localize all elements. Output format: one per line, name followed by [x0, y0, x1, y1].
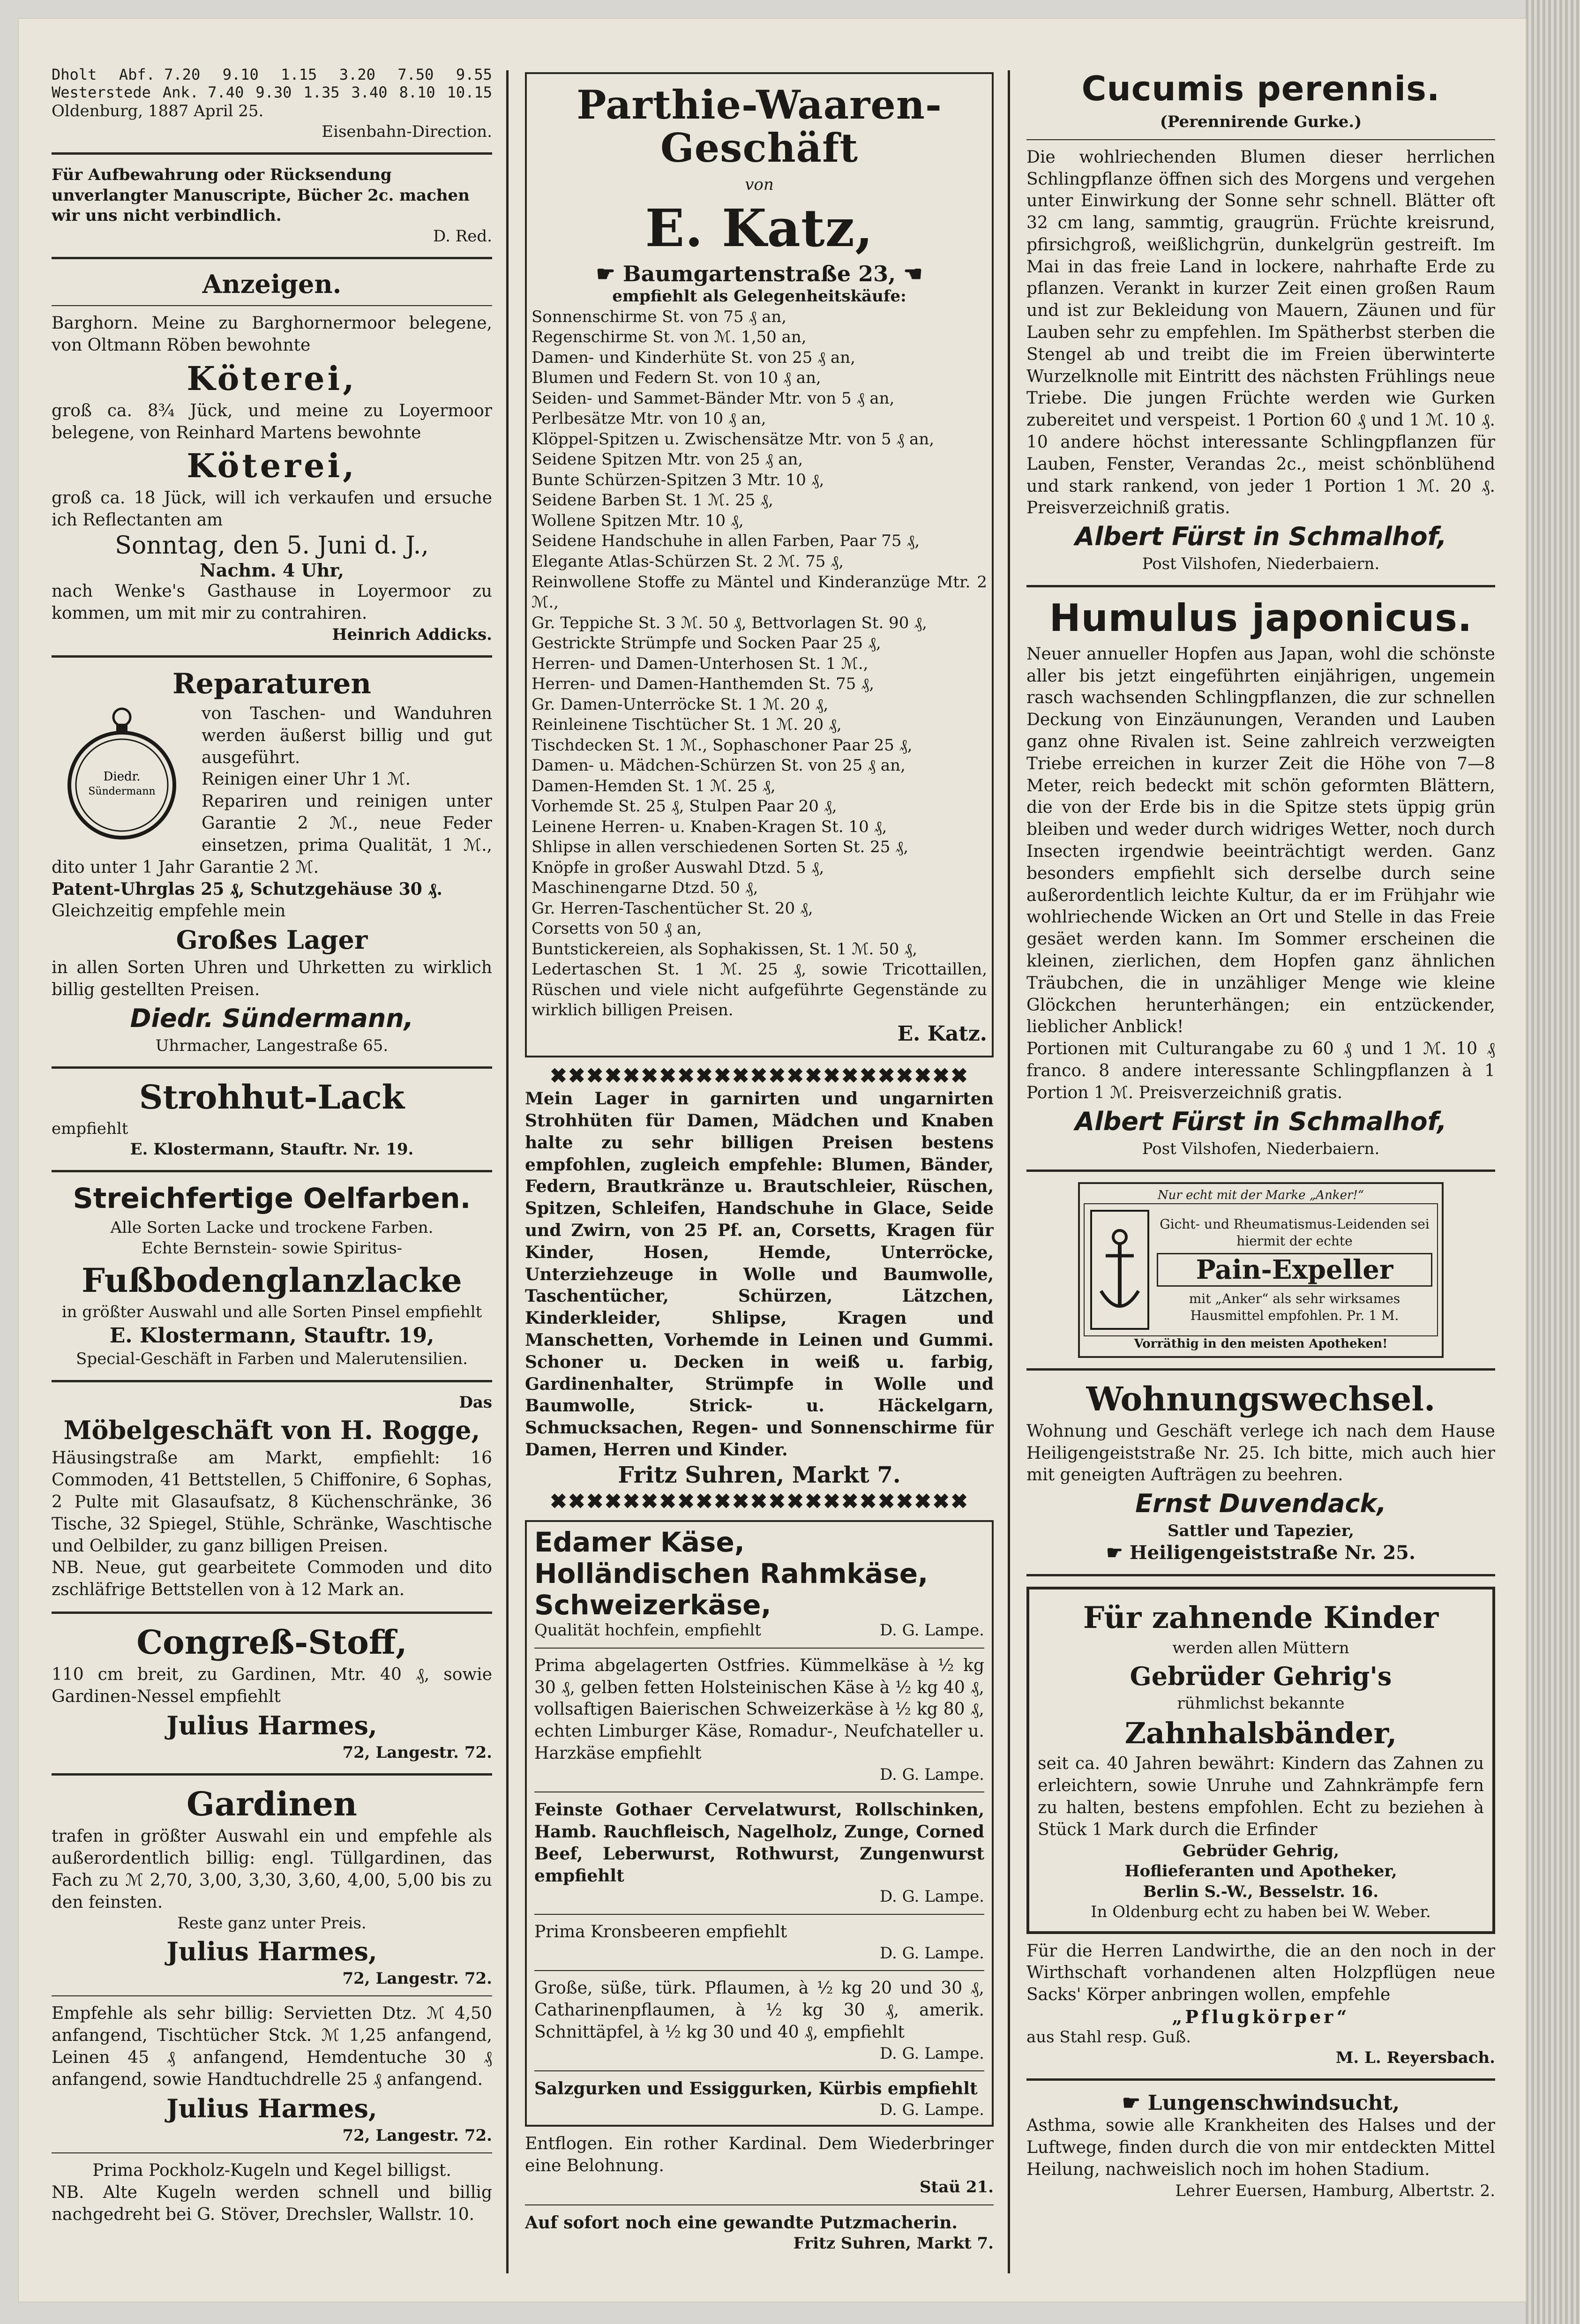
price-list-item: Tischdecken St. 1 ℳ., Sophaschoner Paar 25 ₰,	[532, 735, 913, 755]
timetable-cell: Abf. 7.20	[119, 66, 201, 83]
ad-text: aus Stahl resp. Guß.	[1026, 2028, 1191, 2047]
ad-text: Die wohlriechenden Blumen dieser herrlichen Schlingpflanze öffnen sich des Morgens und vergehen unter Einwirkung der Sonne sehr schnell. Blätter oft 32 cm lang, sammtig, graugrün. Früchte kreisrund, pfirsichgroß, weißlichgrün, dunkelgrün gestreift. Im Mai in das freie Land in lockere, nahrhafte Erde zu pflanzen. Verankt in kurzer Zeit einen großen Raum und ist zur Bekleidung von Mauern, Zäunen und für Lauben sehr zu empfehlen. Im Spätherbst sterben die Stengel ab und treibt die im Freien überwinterte Wurzelknolle mit Eintritt des nächsten Frühlings neue Triebe. Die jungen Früchte werden wie Gurken zubereitet und verspeist. 1 Portion 60 ₰ und 1 ℳ. 10 ₰. 10 andere höchst interessante Schlingpflanzen für Lauben, Fenster, Verandas 2c., meist schönblühend und stark rankend, von jeder 1 Portion 1 ℳ. 20 ₰. Preisverzeichniß gratis.	[1026, 147, 1495, 518]
column-rule	[506, 70, 509, 2273]
ad-text: Barghorn. Meine zu Barghornermoor belegene, von Oltmann Röben bewohnte	[52, 314, 492, 355]
timetable-cell: 10.15	[447, 83, 492, 101]
price-list-item: Seidene Barben St. 1 ℳ. 25 ₰,	[532, 491, 773, 510]
ad-text: Echte Bernstein- sowie Spiritus-	[141, 1238, 403, 1258]
ad-text: mit „Anker“ als sehr wirksames Hausmittel empfohlen. Pr. 1 M.	[1189, 1291, 1400, 1324]
ad-heading: Für zahnende Kinder	[1083, 1600, 1439, 1635]
section-heading: Anzeigen.	[202, 269, 342, 300]
ad-text: von Taschen- und Wanduhren werden äußerst billig und gut ausgeführt.	[202, 704, 492, 767]
price-list-item: Regenschirme St. von ℳ. 1,50 an,	[532, 328, 807, 347]
column-left	[52, 66, 492, 2273]
price-list-item: Reinleinene Tischtücher St. 1 ℳ. 20 ₰,	[532, 715, 842, 735]
ad-text: Große, süße, türk. Pflaumen, à ½ kg 20 und 30 ₰, Catharinenpflaumen, à ½ kg 30 ₰, amerik. Schnittäpfel, à ½ kg 30 und 40 ₰, empfiehlt	[534, 1979, 984, 2042]
ad-heading: Parthie-Waaren-Geschäft	[577, 82, 942, 172]
anchor-icon	[1089, 1209, 1150, 1331]
ad-heading: Reparaturen	[172, 667, 372, 701]
ad-text: Portionen mit Culturangabe zu 60 ₰ und 1 ℳ. 10 ₰ franco. 8 andere interessante Schlingpflanzen à 1 Portion 1 ℳ. Preisverzeichniß gratis.	[1026, 1039, 1495, 1102]
ad-address: ☛ Heiligengeiststraße Nr. 25.	[1106, 1541, 1415, 1564]
price-list-item: Knöpfe in großer Auswahl Dtzd. 5 ₰,	[532, 858, 824, 877]
price-list-item: Gr. Teppiche St. 3 ℳ. 50 ₰, Bettvorlagen St. 90 ₰,	[532, 613, 927, 632]
ad-heading: Congreß-Stoff,	[136, 1622, 407, 1662]
column-rule	[1008, 70, 1010, 2273]
ad-sign: Albert Fürst in Schmalhof,	[1075, 1106, 1447, 1136]
ad-text: Mein Lager in garnirten und ungarnirten Strohhüten für Damen, Mädchen und Knaben halte zu sehr billigen Preisen bestens empfohlen, zugleich empfehle: Blumen, Bänder, Federn, Brautkränze u. Brautschleier, Rüschen, Spitzen, Schleifen, Handschuhe in Glace, Seide und Zwirn, von 25 Pf. an, Corsetts, Kragen für Kinder, Hosen, Hemde, Unterröcke, Unterziehzeuge in Wolle und Baumwolle, Taschentücher, Schürzen, Lätzchen, Kinderkleider, Shlipse, Kragen und Manschetten, Vorhemde in Leinen und Gummi. Schoner u. Decken in weiß u. farbig, Gardinenhalter, Strümpfe in Wolle und Baumwolle, Strick- u. Häckelgarn, Schmucksachen, Regen- und Sonnenschirme für Damen, Herren und Kinder.	[525, 1089, 994, 1460]
price-list-item: Gr. Herren-Taschentücher St. 20 ₰,	[532, 899, 813, 918]
decorative-rule: ✖✖✖✖✖✖✖✖✖✖✖✖✖✖✖✖✖✖✖✖✖✖✖	[550, 1490, 969, 1514]
price-list-item: Herren- und Damen-Unterhosen St. 1 ℳ.,	[532, 654, 869, 673]
ad-text: Special-Geschäft in Farben und Malerutensilien.	[76, 1349, 468, 1369]
ad-sign: Post Vilshofen, Niederbaiern.	[1142, 1139, 1380, 1158]
ad-heading: Diedr. Sündermann,	[130, 1003, 414, 1033]
ad-sign: D. G. Lampe.	[879, 2100, 984, 2119]
ad-text: Prima Pockholz-Kugeln und Kegel billigst.	[92, 2161, 451, 2181]
price-list-item: Vorhemde St. 25 ₰, Stulpen Paar 20 ₰,	[532, 797, 837, 816]
ad-text: NB. Neue, gut gearbeitete Commoden und dito zschläfrige Bettstellen von à 12 Mark an.	[52, 1558, 492, 1600]
price-list-item: Leinene Herren- u. Knaben-Kragen St. 10 ₰,	[532, 817, 887, 836]
timetable-cell: Westerstede	[52, 83, 151, 101]
ad-sign: Ernst Duvendack,	[1135, 1489, 1386, 1519]
ad-sign: Fritz Suhren, Markt 7.	[793, 2234, 994, 2253]
ad-text: Gicht- und Rheumatismus-Leidenden sei hiermit der echte	[1160, 1216, 1430, 1249]
price-list-item: Klöppel-Spitzen u. Zwischensätze Mtr. von 5 ₰ an,	[532, 429, 935, 449]
ad-heading: Möbelgeschäft von H. Rogge,	[63, 1415, 480, 1446]
pointing-hand-icon: ☛	[596, 261, 623, 287]
timetable-cell: Dholt	[52, 66, 97, 83]
page-edge-stack	[1526, 0, 1580, 2324]
newspaper-page	[19, 19, 1526, 2302]
ad-heading: Strohhut-Lack	[139, 1078, 405, 1117]
ad-address: ☛ Baumgartenstraße 23, ☚	[596, 261, 923, 287]
ad-text: Empfehle als sehr billig: Servietten Dtz. ℳ 4,50 anfangend, Tischtücher Stck. ℳ 1,25 anfangend, Leinen 45 ₰ anfangend, Hemdentuche 30 ₰ anfangend, sowie Handtuchdrelle 25 ₰ anfangend.	[52, 2004, 492, 2089]
ad-heading: ☛ Lungenschwindsucht,	[1122, 2091, 1400, 2115]
ad-text: Gleichzeitig empfehle mein	[52, 901, 286, 921]
ad-sign: Hoflieferanten und Apotheker,	[1124, 1862, 1397, 1881]
watch-face-name: Diedr.	[103, 770, 141, 784]
ad-text: Alle Sorten Lacke und trockene Farben.	[110, 1218, 434, 1237]
ad-text: in größter Auswahl und alle Sorten Pinsel empfiehlt	[61, 1303, 482, 1322]
ad-sign: Post Vilshofen, Niederbaiern.	[1142, 555, 1380, 574]
ad-sign: D. G. Lampe.	[879, 2044, 984, 2063]
timetable-date: Oldenburg, 1887 April 25.	[52, 102, 264, 120]
ad-time: Nachm. 4 Uhr,	[200, 559, 344, 581]
ad-subheading: (Perennirende Gurke.)	[1160, 112, 1362, 132]
ad-heading: Streichfertige Oelfarben.	[73, 1182, 471, 1215]
ad-sign: 72, Langestr. 72.	[342, 1743, 492, 1762]
price-list-item: Herren- und Damen-Hanthemden St. 75 ₰,	[532, 675, 875, 694]
pointing-hand-icon: ☚	[896, 261, 923, 287]
ad-text: trafen in größter Auswahl ein und empfehle als außerordentlich billig: engl. Tüllgardinen, das Fach zu ℳ 2,70, 3,00, 3,30, 3,60, 4,00, 5,00 bis zu den feinsten.	[52, 1827, 492, 1912]
ad-text: Entflogen. Ein rother Kardinal. Dem Wiederbringer eine Belohnung.	[525, 2134, 994, 2176]
ad-text: Feinste Gothaer Cervelatwurst, Rollschinken, Hamb. Rauchfleisch, Nagelholz, Zunge, Corned Beef, Leberwurst, Rothwurst, Zungenwurst empfiehlt	[534, 1800, 984, 1886]
ad-sign: Staü 21.	[920, 2178, 994, 2197]
timetable-cell: 1.35	[303, 83, 340, 101]
ad-text: werden allen Müttern	[1172, 1639, 1349, 1658]
ad-text: Patent-Uhrglas 25 ₰, Schutzgehäuse 30 ₰.	[52, 879, 442, 900]
ad-sign: Berlin S.-W., Besselstr. 16.	[1143, 1882, 1379, 1901]
ad-sign: E. Klostermann, Stauftr. Nr. 19.	[130, 1140, 414, 1159]
timetable-cell: 9.55	[456, 66, 492, 83]
price-list-item: Wollene Spitzen Mtr. 10 ₰,	[532, 511, 744, 530]
ad-sign: Julius Harmes,	[166, 1710, 377, 1740]
ad-text: Wohnung und Geschäft verlege ich nach dem Hause Heiligengeiststraße Nr. 25. Ich bitte, mich auch hier mit geneigten Aufträgen zu beehren.	[1026, 1421, 1495, 1485]
price-list-item: Seiden- und Sammet-Bänder Mtr. von 5 ₰ an,	[532, 389, 895, 408]
timetable-cell: 1.15	[281, 66, 317, 83]
anker-ad	[1078, 1182, 1444, 1358]
timetable-cell: 7.50	[397, 66, 434, 83]
ad-date: Sonntag, den 5. Juni d. J.,	[115, 531, 429, 560]
ad-heading: E. Katz,	[645, 198, 874, 259]
watch-face-name: Sündermann	[88, 786, 156, 798]
ad-text: Reinigen einer Uhr 1 ℳ.	[202, 770, 411, 789]
price-list-item: Damen- und Kinderhüte St. von 25 ₰ an,	[532, 348, 855, 367]
price-list-item: Reinwollene Stoffe zu Mäntel und Kinderanzüge Mtr. 2 ℳ.,	[532, 572, 987, 612]
ad-text: Das	[459, 1393, 492, 1412]
ad-sign: E. Katz.	[897, 1021, 987, 1046]
price-list-item: Gr. Damen-Unterröcke St. 1 ℳ. 20 ₰,	[532, 695, 829, 714]
ad-heading: Zahnhalsbänder,	[1124, 1716, 1397, 1751]
ad-text: von	[745, 175, 774, 194]
price-list-item: Corsetts von 50 ₰ an,	[532, 919, 702, 938]
timetable-sign: Eisenbahn-Direction.	[322, 122, 492, 141]
ad-sign: D. G. Lampe.	[879, 1943, 984, 1963]
timetable-cell: 3.20	[339, 66, 375, 83]
ad-text: Neuer annueller Hopfen aus Japan, wohl die schönste aller bis jetzt eingeführten einjährigen, ungemein rasch wachsenden Schlingpflanzen, die zur schnellen Deckung von Einzäunungen, Veranden und Lauben ganz ohne Rivalen ist. Seine zahlreich verzweigten Triebe erreichen in kurzer Zeit die Höhe von 7—8 Meter, reich bedeckt mit schön geformten Blättern, die von der Erde bis in die Spitze stets üppig grün bleiben und weder durch widriges Wetter, noch durch Insecten irgendwie beeinträchtigt werden. Ganz besonders empfiehlt sich derselbe durch seine außerordentlich leichte Kultur, da er im Frühjahr wie wohlriechende Wicken an Ort und Stelle in das Freie gesäet werden kann. Im Sommer erscheinen die kleinen, zierlichen, dem Hopfen ganz ähnlichen Träubchen, die in unzähliger Menge wie kleine Glöckchen herunterhängen; ein entzückender, lieblicher Anblick!	[1026, 644, 1495, 1037]
notice-sign: D. Red.	[433, 226, 492, 246]
ad-sign: 72, Langestr. 72.	[342, 2126, 492, 2145]
ad-text: Asthma, sowie alle Krankheiten des Halses und der Luftwege, finden durch die von mir entdeckten Mittel Heilung, nachweislich noch im hohen Stadium.	[1026, 2116, 1495, 2179]
timetable-cell: 9.10	[222, 66, 259, 83]
ad-heading: Holländischen Rahmkäse,	[534, 1557, 929, 1589]
ad-text: seit ca. 40 Jahren bewährt: Kindern das Zahnen zu erleichtern, sowie Unruhe und Zahnkrämpfe fern zu halten, bestens empfohlen. Echt zu beziehen à Stück 1 Mark durch die Erfinder	[1038, 1754, 1484, 1839]
pocket-watch-icon	[52, 703, 192, 844]
ad-text: Nur echt mit der Marke „Anker!“	[1157, 1188, 1364, 1203]
ad-text: NB. Alte Kugeln werden schnell und billig nachgedreht bei G. Stöver, Drechsler, Wallstr. 10.	[52, 2183, 492, 2224]
price-list-item: Shlipse in allen verschiedenen Sorten St. 25 ₰,	[532, 838, 909, 857]
price-list	[532, 307, 987, 1021]
ad-text: 110 cm breit, zu Gardinen, Mtr. 40 ₰, sowie Gardinen-Nessel empfiehlt	[52, 1664, 492, 1706]
ad-text: in allen Sorten Uhren und Uhrketten zu wirklich billig gestellten Preisen.	[52, 958, 492, 999]
price-list-item: Gestrickte Strümpfe und Socken Paar 25 ₰,	[532, 634, 881, 653]
decorative-rule: ✖✖✖✖✖✖✖✖✖✖✖✖✖✖✖✖✖✖✖✖✖✖✖	[550, 1064, 969, 1088]
ad-heading: Schweizerkäse,	[534, 1589, 771, 1621]
ad-text: groß ca. 18 Jück, will ich verkaufen und ersuche ich Reflectanten am	[52, 488, 492, 530]
ad-heading: Wohnungswechsel.	[1086, 1379, 1436, 1418]
ad-sign: Heinrich Addicks.	[332, 625, 492, 644]
ad-heading: Edamer Käse,	[534, 1526, 745, 1559]
ad-heading: Pain-Expeller	[1157, 1253, 1432, 1287]
price-list-item: Sonnenschirme St. von 75 ₰ an,	[532, 307, 787, 326]
pointing-hand-icon: ☛	[1122, 2091, 1148, 2115]
ad-heading: Großes Lager	[176, 925, 368, 955]
ad-sign: Uhrmacher, Langestraße 65.	[155, 1036, 389, 1055]
ad-sign: Julius Harmes,	[166, 1936, 377, 1966]
price-list-item: Damen- u. Mädchen-Schürzen St. von 25 ₰ an,	[532, 756, 906, 775]
ad-sign: 72, Langestr. 72.	[342, 1969, 492, 1988]
ad-heading: Gebrüder Gehrig's	[1130, 1661, 1392, 1691]
ad-text: Repariren und reinigen unter Garantie 2 ℳ., neue Feder einsetzen, prima Qualität, 1 ℳ., dito unter 1 Jahr Garantie 2 ℳ.	[52, 792, 492, 877]
price-list-item: Elegante Atlas-Schürzen St. 2 ℳ. 75 ₰,	[532, 552, 844, 571]
ad-text: Auf sofort noch eine gewandte Putzmacherin.	[525, 2212, 958, 2233]
ad-text: nach Wenke's Gasthause in Loyermoor zu kommen, um mit mir zu contrahiren.	[52, 581, 492, 623]
ad-sign: D. G. Lampe.	[879, 1765, 984, 1784]
ad-sign: Sattler und Tapezier,	[1168, 1522, 1354, 1541]
price-list-item: Buntstickereien, als Sophakissen, St. 1 ℳ. 50 ₰,	[532, 939, 918, 959]
ad-heading: Gardinen	[187, 1784, 357, 1824]
ad-text: groß ca. 8¾ Jück, und meine zu Loyermoor belegene, von Reinhard Martens bewohnte	[52, 401, 492, 442]
ad-sign: Lehrer Euersen, Hamburg, Albertstr. 2.	[1175, 2181, 1495, 2200]
ad-text: empfiehlt als Gelegenheitskäufe:	[612, 287, 906, 306]
ad-heading: „Pflugkörper“	[1172, 2006, 1350, 2028]
ad-heading: Köterei,	[187, 359, 357, 398]
zahn-ad	[1026, 1587, 1495, 1934]
price-list-item: Ledertaschen St. 1 ℳ. 25 ₰, sowie Tricottaillen, Rüschen und viele nicht aufgeführte Gegenstände zu wirklich billigen Preisen.	[532, 960, 987, 1020]
price-list-item: Damen-Hemden St. 1 ℳ. 25 ₰,	[532, 776, 776, 795]
ad-text: Prima Kronsbeeren empfiehlt	[534, 1922, 787, 1942]
timetable-cell: 9.30	[255, 83, 292, 101]
ad-sign: Albert Fürst in Schmalhof,	[1075, 522, 1447, 552]
ad-text: Prima abgelagerten Ostfries. Kümmelkäse à ½ kg 30 ₰, gelben fetten Holsteinischen Käse à ½ kg 40 ₰, vollsaftigen Baierischen Schweizerkäse à ½ kg 80 ₰, echten Limburger Käse, Romadur-, Neufchateller u. Harzkäse empfiehlt	[534, 1656, 984, 1763]
ad-sign: D. G. Lampe.	[879, 1621, 984, 1640]
timetable-row	[52, 66, 492, 83]
price-list-item: Blumen und Federn St. von 10 ₰ an,	[532, 368, 821, 388]
ad-heading: Cucumis perennis.	[1081, 69, 1440, 108]
ad-text: rühmlichst bekannte	[1177, 1694, 1345, 1713]
ad-sign: D. G. Lampe.	[879, 1887, 984, 1906]
timetable-cell: Ank. 7.40	[162, 83, 244, 101]
ad-heading: Fußbodenglanzlacke	[82, 1261, 462, 1300]
ad-text: Reste ganz unter Preis.	[177, 1914, 367, 1933]
timetable	[52, 66, 492, 101]
timetable-cell: 8.10	[399, 83, 435, 101]
ad-heading: Köterei,	[187, 446, 357, 486]
ad-text: empfiehlt	[52, 1119, 128, 1139]
ad-text: In Oldenburg echt zu haben bei W. Weber.	[1091, 1903, 1431, 1922]
price-list-item: Bunte Schürzen-Spitzen 3 Mtr. 10 ₰,	[532, 470, 824, 489]
timetable-row	[52, 83, 492, 101]
price-list-item: Seidene Spitzen Mtr. von 25 ₰ an,	[532, 450, 803, 469]
ad-text: Für die Herren Landwirthe, die an den noch in der Wirthschaft vorhandenen alten Holzpflügen neue Sacks' Körper anbringen wollen, empfehle	[1026, 1941, 1495, 2005]
pointing-hand-icon: ☛	[1106, 1541, 1130, 1564]
ad-text: Häusingstraße am Markt, empfiehlt: 16 Commoden, 41 Bettstellen, 5 Chiffonire, 6 Sophas, 2 Pulte mit Glasaufsatz, 8 Küchenschränke, 36 Tische, 32 Spiegel, Stühle, Schränke, Waschtische und Oelbilder, zu ganz billigen Preisen.	[52, 1448, 492, 1556]
ad-heading: Humulus japonicus.	[1049, 596, 1473, 640]
ad-sign: E. Klostermann, Stauftr. 19,	[109, 1323, 434, 1348]
timetable-cell: 3.40	[351, 83, 388, 101]
price-list-item: Perlbesätze Mtr. von 10 ₰ an,	[532, 409, 766, 428]
editorial-notice: Für Aufbewahrung oder Rücksendung unverlangter Manuscripte, Bücher 2c. machen wir uns nicht verbindlich.	[52, 165, 470, 225]
ad-text: Qualität hochfein, empfiehlt	[534, 1621, 761, 1640]
price-list-item: Seidene Handschuhe in allen Farben, Paar 75 ₰,	[532, 532, 920, 551]
ad-sign: Fritz Suhren, Markt 7.	[618, 1462, 901, 1488]
price-list-item: Maschinengarne Dtzd. 50 ₰,	[532, 878, 758, 898]
ad-sign: Julius Harmes,	[166, 2093, 377, 2123]
column-right	[1026, 66, 1495, 2273]
ad-text: Vorräthig in den meisten Apotheken!	[1134, 1337, 1388, 1351]
ad-sign: M. L. Reyersbach.	[1335, 2048, 1495, 2067]
ad-sign: Gebrüder Gehrig,	[1182, 1841, 1340, 1860]
ad-text: Salzgurken und Essiggurken, Kürbis empfiehlt	[534, 2079, 978, 2099]
column-middle	[525, 66, 994, 2273]
